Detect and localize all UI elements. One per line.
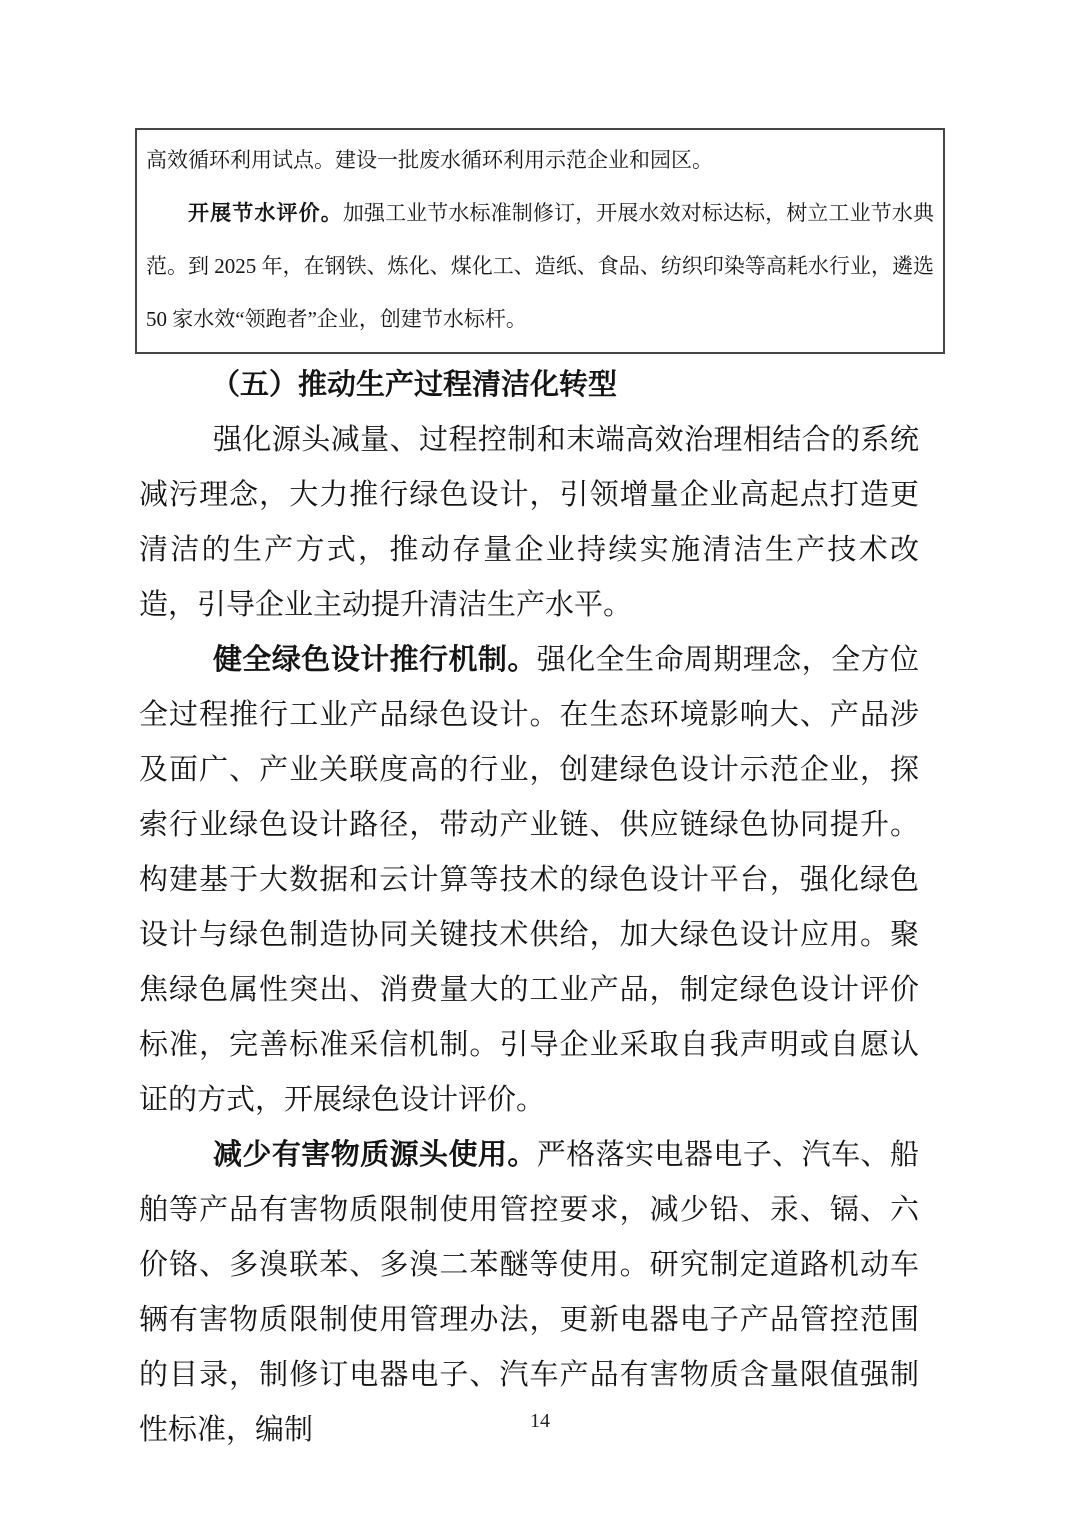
body-paragraph bbox=[139, 413, 919, 633]
callout-paragraph bbox=[146, 187, 934, 346]
callout-box bbox=[135, 128, 945, 354]
body-paragraph-text: 强化全生命周期理念，全方位全过程推行工业产品绿色设计。在生态环境影响大、产品涉及面广、产业关联度高的行业，创建绿色设计示范企业，探索行业绿色设计路径，带动产业链、供应链绿色协同提升。构建基于大数据和云计算等技术的绿色设计平台，强化绿色设计与绿色制造协同关键技术供给，加大绿色设计应用。聚焦绿色属性突出、消费量大的工业产品，制定绿色设计评价标准，完善标准采信机制。引导企业采取自我声明或自愿认证的方式，开展绿色设计评价。 bbox=[139, 644, 919, 1116]
body-paragraph-lead: 健全绿色设计推行机制。 bbox=[213, 644, 537, 676]
callout-paragraph-lead: 开展节水评价。 bbox=[188, 202, 343, 225]
body-paragraph-lead: 减少有害物质源头使用。 bbox=[213, 1139, 537, 1171]
callout-paragraph-text: 加强工业节水标准制修订，开展水效对标达标，树立工业节水典范。到 2025 年，在钢铁、炼化、煤化工、造纸、食品、纺织印染等高耗水行业，遴选 50 家水效“领跑者”企业，创建节水标杆。 bbox=[146, 201, 935, 331]
body-paragraph-text: 强化源头减量、过程控制和末端高效治理相结合的系统减污理念，大力推行绿色设计，引领增量企业高起点打造更清洁的生产方式，推动存量企业持续实施清洁生产技术改造，引导企业主动提升清洁生产水平。 bbox=[139, 424, 919, 621]
page-number: 14 bbox=[530, 1410, 550, 1432]
body-paragraph-text: 严格落实电器电子、汽车、船舶等产品有害物质限制使用管控要求，减少铅、汞、镉、六价铬、多溴联苯、多溴二苯醚等使用。研究制定道路机动车辆有害物质限制使用管理办法，更新电器电子产品管控范围的目录，制修订电器电子、汽车产品有害物质含量限值强制性标准，编制 bbox=[139, 1139, 919, 1446]
callout-paragraph-text: 高效循环利用试点。建设一批废水循环利用示范企业和园区。 bbox=[146, 148, 713, 172]
callout-paragraph bbox=[146, 134, 934, 187]
body-paragraph bbox=[139, 1128, 919, 1458]
body-text bbox=[139, 358, 919, 1458]
section-heading: （五）推动生产过程清洁化转型 bbox=[211, 369, 618, 401]
body-paragraph bbox=[139, 633, 919, 1128]
